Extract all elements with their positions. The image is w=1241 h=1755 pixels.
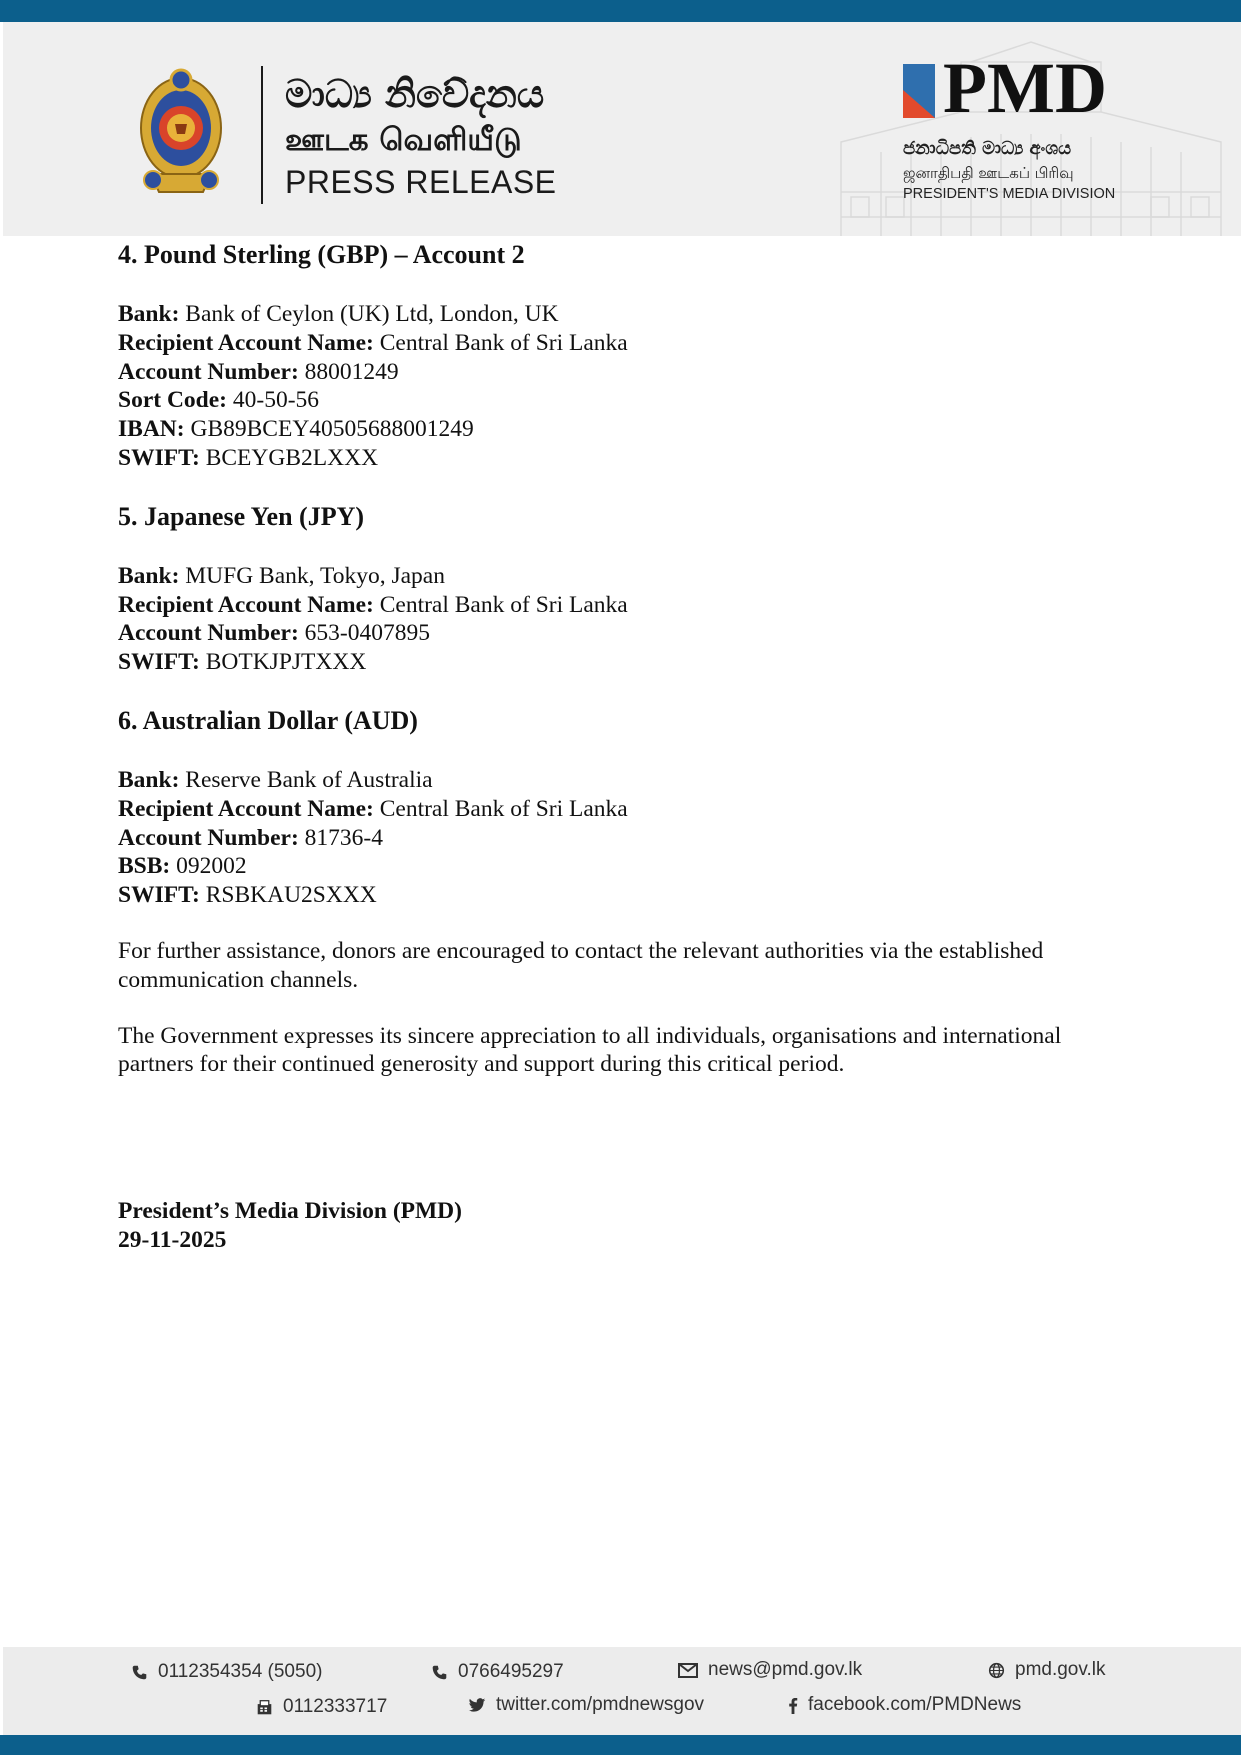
footer	[3, 1647, 1241, 1735]
header-divider	[261, 66, 263, 204]
phone-icon	[431, 1664, 448, 1681]
field-bank: Bank: Bank of Ceylon (UK) Ltd, London, UK	[118, 301, 559, 327]
top-color-bar	[0, 0, 1241, 22]
field-account-number: Account Number: 88001249	[118, 358, 399, 385]
twitter-icon	[468, 1698, 486, 1713]
field-account-name: Recipient Account Name: Central Bank of Sri Lanka	[118, 795, 628, 822]
section-jpy	[118, 500, 1128, 677]
footer-fax[interactable]: 0112333717	[256, 1696, 387, 1718]
letterhead	[3, 22, 1241, 236]
fax-icon	[256, 1699, 273, 1716]
footer-email[interactable]: news@pmd.gov.lk	[678, 1659, 862, 1681]
field-bank: Bank: Reserve Bank of Australia	[118, 766, 433, 793]
field-swift: SWIFT: RSBKAU2SXXX	[118, 882, 377, 909]
footer-twitter[interactable]: twitter.com/pmdnewsgov	[468, 1694, 704, 1716]
phone-icon	[131, 1664, 148, 1681]
field-bank: Bank: MUFG Bank, Tokyo, Japan	[118, 562, 445, 589]
section-heading: 6. Australian Dollar (AUD)	[118, 705, 418, 735]
title-tamil: ஊடக வெளியீடு	[285, 122, 522, 158]
footer-website[interactable]: pmd.gov.lk	[988, 1659, 1105, 1681]
section-heading: 4. Pound Sterling (GBP) – Account 2	[118, 240, 525, 269]
title-sinhala: මාධ්‍ය නිවේදනය	[285, 72, 545, 116]
paragraph-assistance: For further assistance, donors are encouraged to contact the relevant authorities via the established communication channels.	[118, 937, 1044, 993]
field-iban: IBAN: GB89BCEY40505688001249	[118, 416, 474, 443]
field-account-name: Recipient Account Name: Central Bank of Sri Lanka	[118, 329, 628, 356]
signature-date: 29-11-2025	[118, 1226, 227, 1253]
footer-phone-2[interactable]: 0766495297	[431, 1661, 564, 1683]
section-aud	[118, 704, 1128, 910]
globe-icon	[988, 1662, 1005, 1679]
section-heading: 5. Japanese Yen (JPY)	[118, 501, 365, 531]
field-swift: SWIFT: BOTKJPJTXXX	[118, 649, 367, 676]
document-body	[118, 238, 1128, 1255]
footer-phone-1[interactable]: 0112354354 (5050)	[131, 1661, 322, 1683]
signature-org: President’s Media Division (PMD)	[118, 1198, 462, 1225]
section-gbp	[118, 238, 1128, 473]
field-sort-code: Sort Code: 40-50-56	[118, 387, 320, 414]
field-bsb: BSB: 092002	[118, 853, 247, 880]
sri-lanka-emblem-icon	[131, 62, 231, 202]
field-swift: SWIFT: BCEYGB2LXXX	[118, 444, 379, 471]
pmd-logo-mark-icon	[903, 64, 935, 118]
pmd-name-tamil: ஜனாதிபதி ஊடகப் பிரிவு	[903, 164, 1074, 182]
pmd-name-sinhala: ජනාධිපති මාධ්‍ය අංශය	[903, 138, 1072, 159]
paragraph-appreciation: The Government expresses its sincere appreciation to all individuals, organisations and international partners for their continued generosity and support during this critical period.	[118, 1022, 1062, 1078]
facebook-icon	[788, 1697, 798, 1714]
field-account-number: Account Number: 81736-4	[118, 824, 383, 851]
mail-icon	[678, 1663, 698, 1678]
pmd-logo-text: PMD	[943, 48, 1107, 128]
pmd-name-english: PRESIDENT'S MEDIA DIVISION	[903, 186, 1116, 202]
title-english: PRESS RELEASE	[285, 164, 557, 200]
bottom-color-bar	[0, 1735, 1241, 1755]
field-account-name: Recipient Account Name: Central Bank of Sri Lanka	[118, 591, 628, 618]
field-account-number: Account Number: 653-0407895	[118, 620, 430, 647]
footer-facebook[interactable]: facebook.com/PMDNews	[788, 1694, 1021, 1716]
